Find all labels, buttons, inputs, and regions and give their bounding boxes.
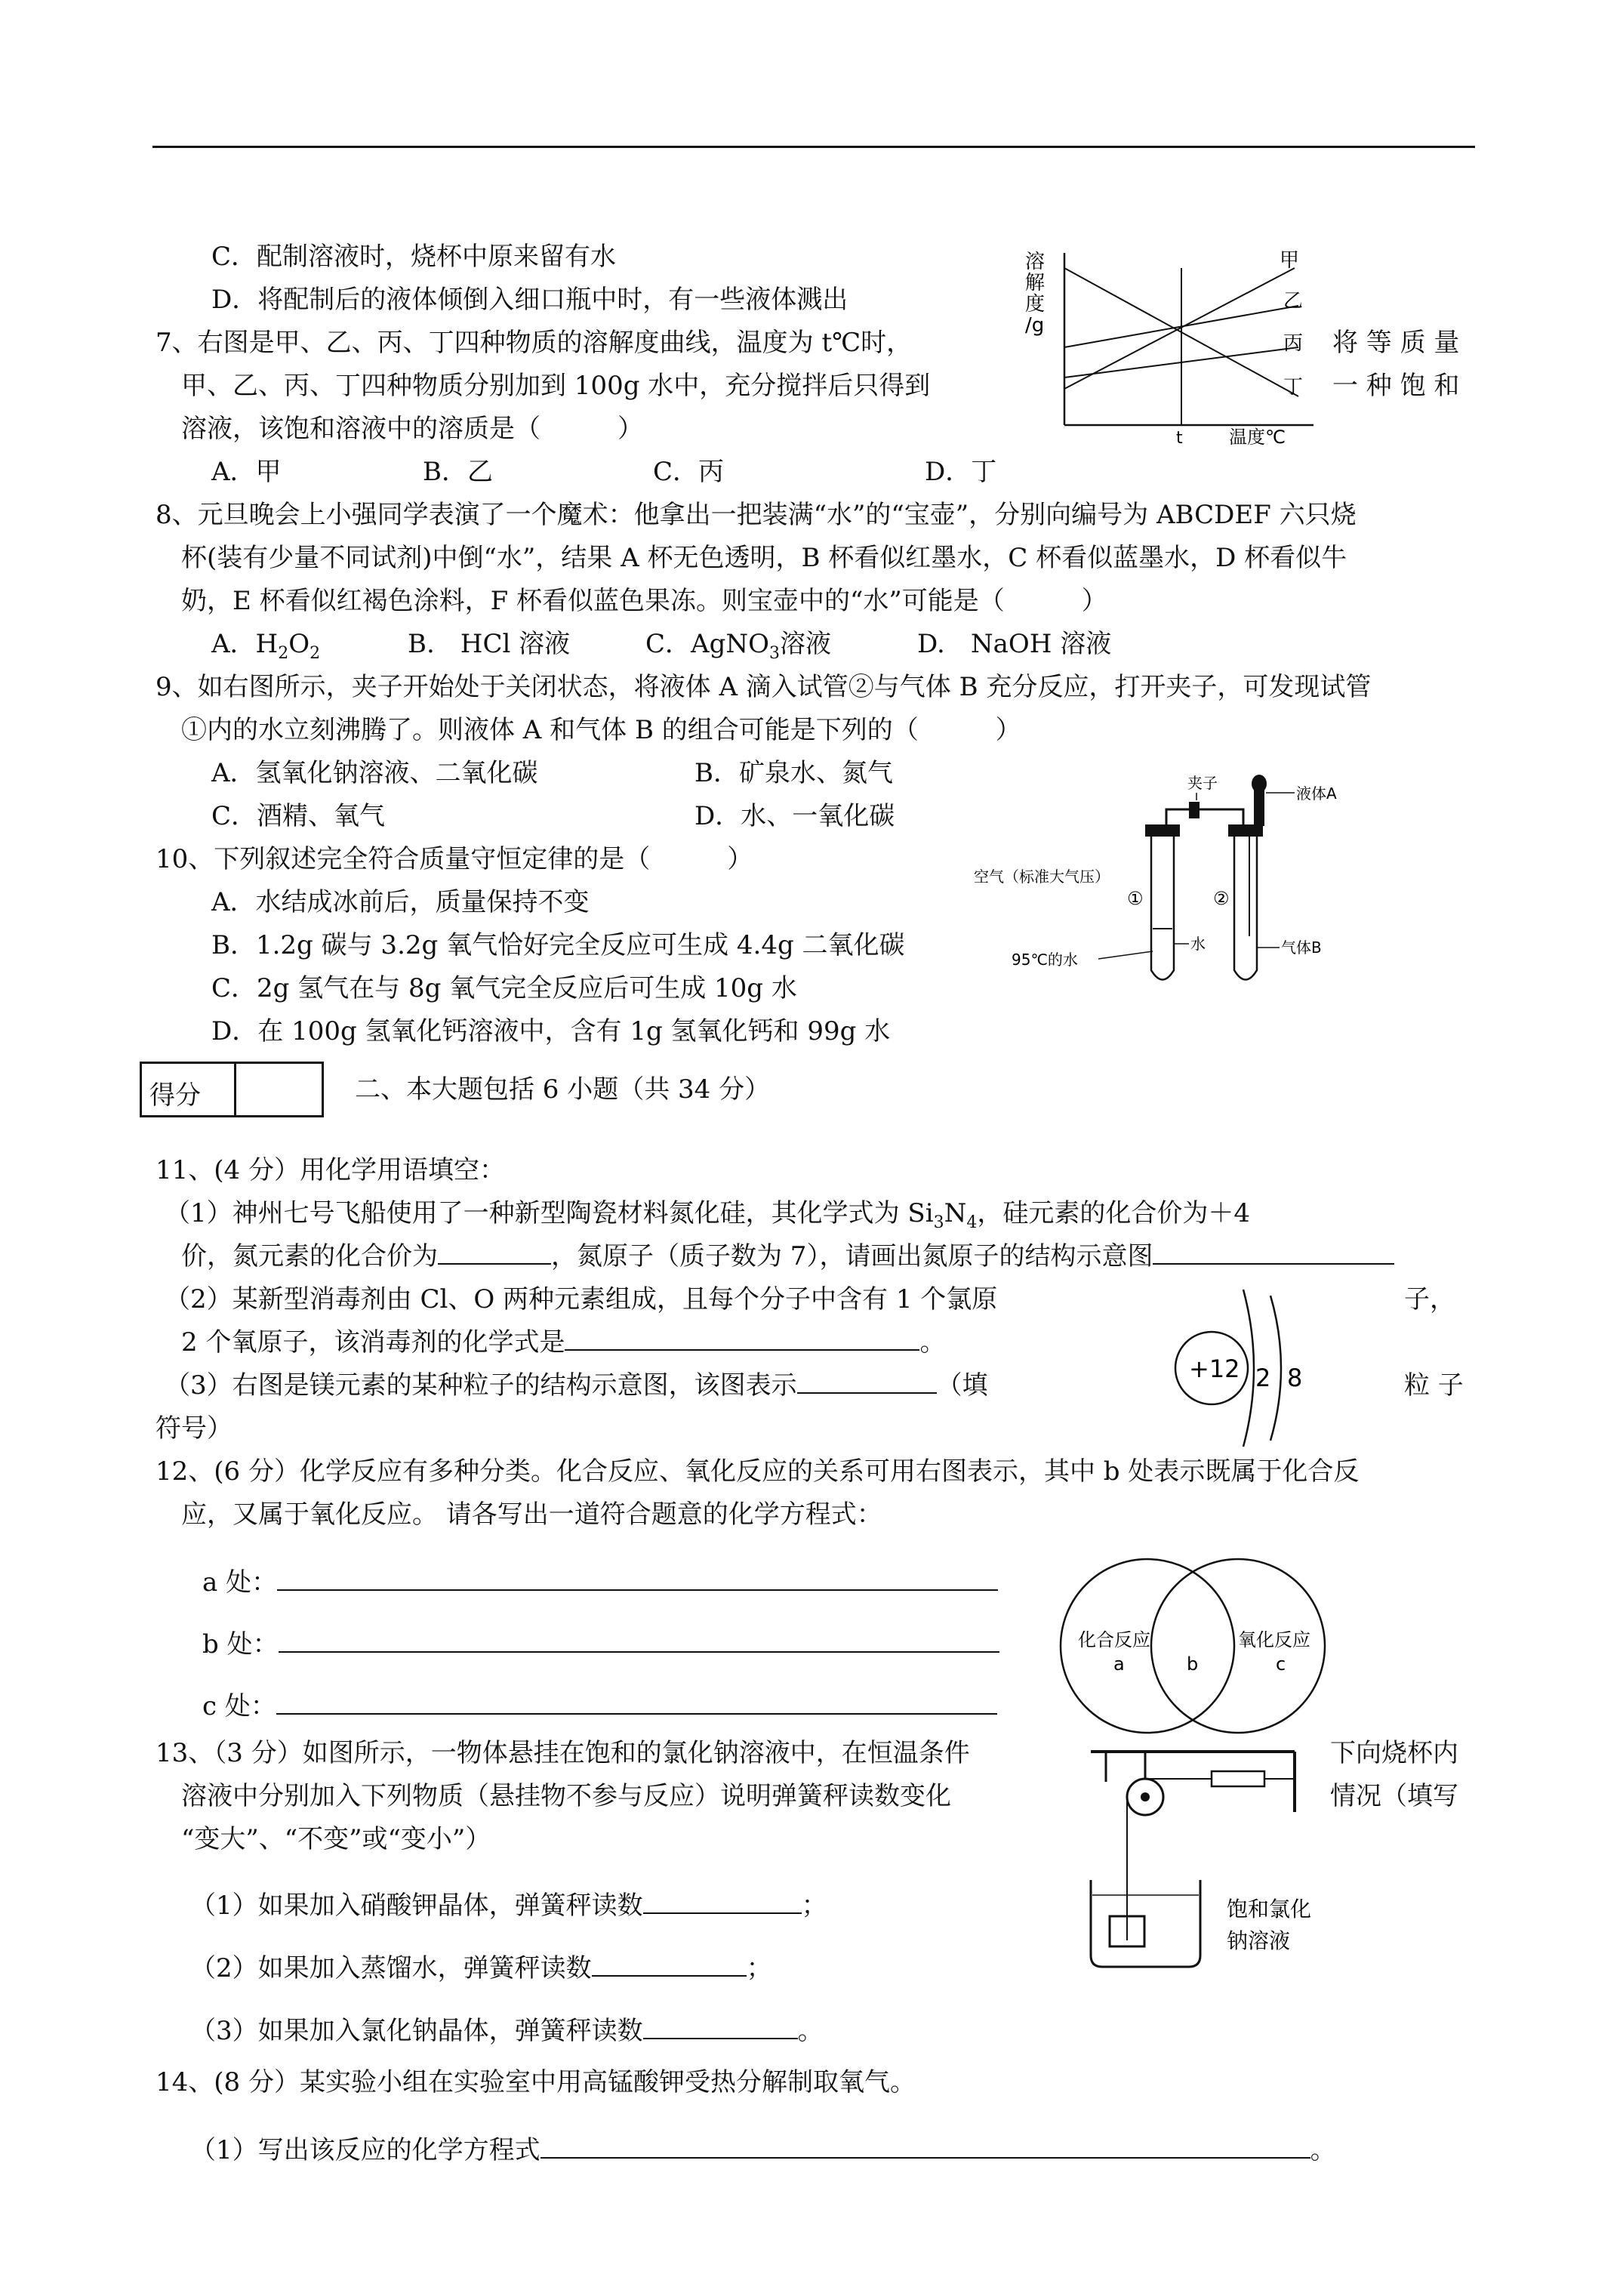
label-clip: 夹子 [1187, 774, 1218, 792]
q9-line1: 9、如右图所示，夹子开始处于关闭状态，将液体 A 滴入试管②与气体 B 充分反应，打开夹子，可发现试管 [156, 672, 1372, 702]
q11-part3-line1-right: 粒 子 [1404, 1370, 1464, 1401]
answer-blank[interactable] [565, 1327, 919, 1351]
answer-blank[interactable] [592, 1952, 747, 1977]
series-label-jia: 甲 [1280, 249, 1300, 272]
q7-option-a: A．甲 [211, 457, 282, 487]
label-hot-water: 95℃的水 [1012, 951, 1078, 969]
series-label-ding: 丁 [1283, 376, 1304, 399]
nucleus-charge: +12 [1189, 1354, 1240, 1383]
q6-option-d: D．将配制后的液体倾倒入细口瓶中时，有一些液体溅出 [211, 285, 848, 315]
answer-blank[interactable] [438, 1240, 551, 1265]
solubility-curve-figure [1019, 245, 1329, 449]
section-2-title: 二、本大题包括 6 小题（共 34 分） [355, 1074, 771, 1105]
q12-line2: 应，又属于氧化反应。 请各写出一道符合题意的化学方程式： [181, 1499, 882, 1530]
q10-line1: 10、下列叙述完全符合质量守恒定律的是（ ） [156, 844, 753, 874]
series-label-bing: 丙 [1283, 332, 1304, 355]
q8-line3: 奶，E 杯看似红褐色涂料，F 杯看似蓝色果冻。则宝壶中的“水”可能是（ ） [181, 586, 1107, 616]
q11-part3-line1: （3）右图是镁元素的某种粒子的结构示意图，该图表示 （填 [165, 1370, 988, 1401]
q10-option-a: A．水结成冰前后，质量保持不变 [211, 887, 590, 917]
series-label-yi: 乙 [1283, 290, 1304, 313]
venn-left-label: 化合反应 [1078, 1629, 1150, 1650]
q7-option-d: D．丁 [925, 457, 997, 487]
q8-option-b: B. HCl 溶液 [408, 629, 571, 659]
q8-line2: 杯(装有少量不同试剂)中倒“水”，结果 A 杯无色透明，B 杯看似红墨水，C 杯看似蓝墨水，D 杯看似牛 [181, 543, 1347, 573]
q13-line1-right: 下向烧杯内 [1330, 1738, 1458, 1768]
venn-region-b: b [1187, 1653, 1199, 1675]
answer-blank[interactable] [643, 1890, 802, 1914]
label-tube-1: ① [1127, 888, 1144, 909]
q7-line1-right: 将 等 质 量 [1332, 328, 1460, 358]
answer-blank[interactable] [540, 2134, 1310, 2159]
answer-blank[interactable] [643, 2015, 798, 2039]
answer-blank[interactable] [1153, 1240, 1394, 1265]
reaction-venn-diagram [1057, 1548, 1329, 1744]
venn-region-a: a [1113, 1653, 1125, 1675]
answer-blank[interactable] [279, 1629, 999, 1653]
shell-1-count: 2 [1255, 1364, 1271, 1392]
q13-line3: “变大”、“不变”或“变小”） [181, 1824, 491, 1854]
q8-option-a: A．$H_2O_2$ [211, 629, 321, 663]
venn-right-label: 氧化反应 [1238, 1629, 1310, 1650]
answer-blank[interactable] [797, 1370, 937, 1394]
q14-line1: 14、(8 分）某实验小组在实验室中用高锰酸钾受热分解制取氧气。 [156, 2067, 916, 2097]
q14-part1: （1）写出该反应的化学方程式 。 [190, 2135, 1336, 2165]
label-air: 空气（标准大气压） [974, 868, 1110, 886]
q13-part3: （3）如果加入氯化钠晶体，弹簧秤读数 。 [190, 2016, 824, 2046]
answer-blank[interactable] [276, 1690, 997, 1715]
q12-line1: 12、(6 分）化学反应有多种分类。化合反应、氧化反应的关系可用右图表示，其中 b 处表示既属于化合反 [156, 1456, 1360, 1487]
magnesium-ion-diagram [1159, 1276, 1325, 1457]
q7-option-b: B．乙 [423, 457, 493, 487]
q11-part2-line1-right: 子， [1404, 1284, 1455, 1314]
venn-region-c: c [1276, 1653, 1286, 1675]
q9-line2: ①内的水立刻沸腾了。则液体 A 和气体 B 的组合可能是下列的（ ） [181, 715, 1021, 745]
score-label: 得分 [149, 1080, 201, 1111]
label-gas-b: 气体B [1281, 938, 1322, 957]
q11-part3-line2: 符号） [156, 1413, 233, 1444]
y-axis-char: /g [1025, 314, 1045, 337]
label-water: 水 [1190, 935, 1206, 953]
q6-option-c: C．配制溶液时，烧杯中原来留有水 [211, 242, 617, 272]
q12-b-line: b 处： [202, 1628, 999, 1661]
q9-option-d: D．水、一氧化碳 [694, 801, 895, 831]
q13-line2: 溶液中分别加入下列物质（悬挂物不参与反应）说明弹簧秤读数变化 [181, 1781, 951, 1811]
q9-option-a: A．氢氧化钠溶液、二氧化碳 [211, 758, 538, 788]
q11-head: 11、(4 分）用化学用语填空： [156, 1155, 505, 1185]
q13-line2-right: 情况（填写 [1330, 1781, 1458, 1811]
q13-part2: （2）如果加入蒸馏水，弹簧秤读数 ； [190, 1953, 772, 1983]
label-tube-2: ② [1213, 888, 1230, 909]
q7-line2-right: 一 种 饱 和 [1332, 371, 1460, 401]
shell-2-count: 8 [1287, 1364, 1303, 1392]
test-tube-apparatus-figure [947, 770, 1370, 997]
q10-option-c: C．2g 氢气在与 8g 氧气完全反应后可生成 10g 水 [211, 973, 797, 1003]
solution-label-line2: 钠溶液 [1227, 1928, 1291, 1953]
q7-line1: 7、右图是甲、乙、丙、丁四种物质的溶解度曲线，温度为 t℃时， [156, 328, 913, 358]
score-box [140, 1062, 324, 1117]
answer-blank[interactable] [277, 1567, 998, 1591]
x-tick-t: t [1176, 429, 1183, 448]
q13-line1: 13、（3 分）如图所示，一物体悬挂在饱和的氯化钠溶液中，在恒温条件 [156, 1738, 970, 1768]
header-rule [152, 146, 1475, 148]
q11-part1-line2: 价，氮元素的化合价为 ，氮原子（质子数为 7），请画出氮原子的结构示意图 [181, 1240, 1394, 1273]
q11-part2-line2: 2 个氧原子，该消毒剂的化学式是 。 [181, 1327, 946, 1358]
spring-balance-figure [1076, 1729, 1332, 1978]
q7-option-c: C．丙 [653, 457, 725, 487]
q8-option-d: D. NaOH 溶液 [917, 629, 1112, 659]
q11-part2-line1: （2）某新型消毒剂由 Cl、O 两种元素组成，且每个分子中含有 1 个氯原 [165, 1284, 998, 1314]
y-axis-char: 溶 [1025, 251, 1046, 273]
q8-line1: 8、元旦晚会上小强同学表演了一个魔术：他拿出一把装满“水”的“宝壶”，分别向编号为 ABCDEF 六只烧 [156, 500, 1357, 530]
q12-a-line: a 处： [202, 1566, 998, 1599]
q10-option-d: D．在 100g 氢氧化钙溶液中，含有 1g 氢氧化钙和 99g 水 [211, 1016, 891, 1046]
solution-label-line1: 饱和氯化 [1227, 1897, 1312, 1922]
y-axis-char: 解 [1025, 272, 1046, 294]
q13-part1: （1）如果加入硝酸钾晶体，弹簧秤读数 ； [190, 1891, 827, 1921]
label-liquid-a: 液体A [1296, 784, 1337, 803]
q7-line2: 甲、乙、丙、丁四种物质分别加到 100g 水中，充分搅拌后只得到 [181, 371, 931, 401]
q9-option-b: B．矿泉水、氮气 [694, 758, 893, 788]
q12-c-line: c 处： [202, 1690, 997, 1723]
x-axis-label: 温度℃ [1229, 427, 1286, 448]
q9-option-c: C．酒精、氧气 [211, 801, 386, 831]
q8-option-c: C．AgNO$_3$溶液 [645, 629, 831, 663]
y-axis-char: 度 [1025, 293, 1046, 316]
q7-line3: 溶液，该饱和溶液中的溶质是（ ） [181, 414, 643, 444]
q11-part1-line1: （1）神州七号飞船使用了一种新型陶瓷材料氮化硅，其化学式为 $Si_3N_4$，硅元素的化合价为＋4 [165, 1198, 1250, 1232]
q10-option-b: B．1.2g 碳与 3.2g 氧气恰好完全反应可生成 4.4g 二氧化碳 [211, 930, 905, 960]
